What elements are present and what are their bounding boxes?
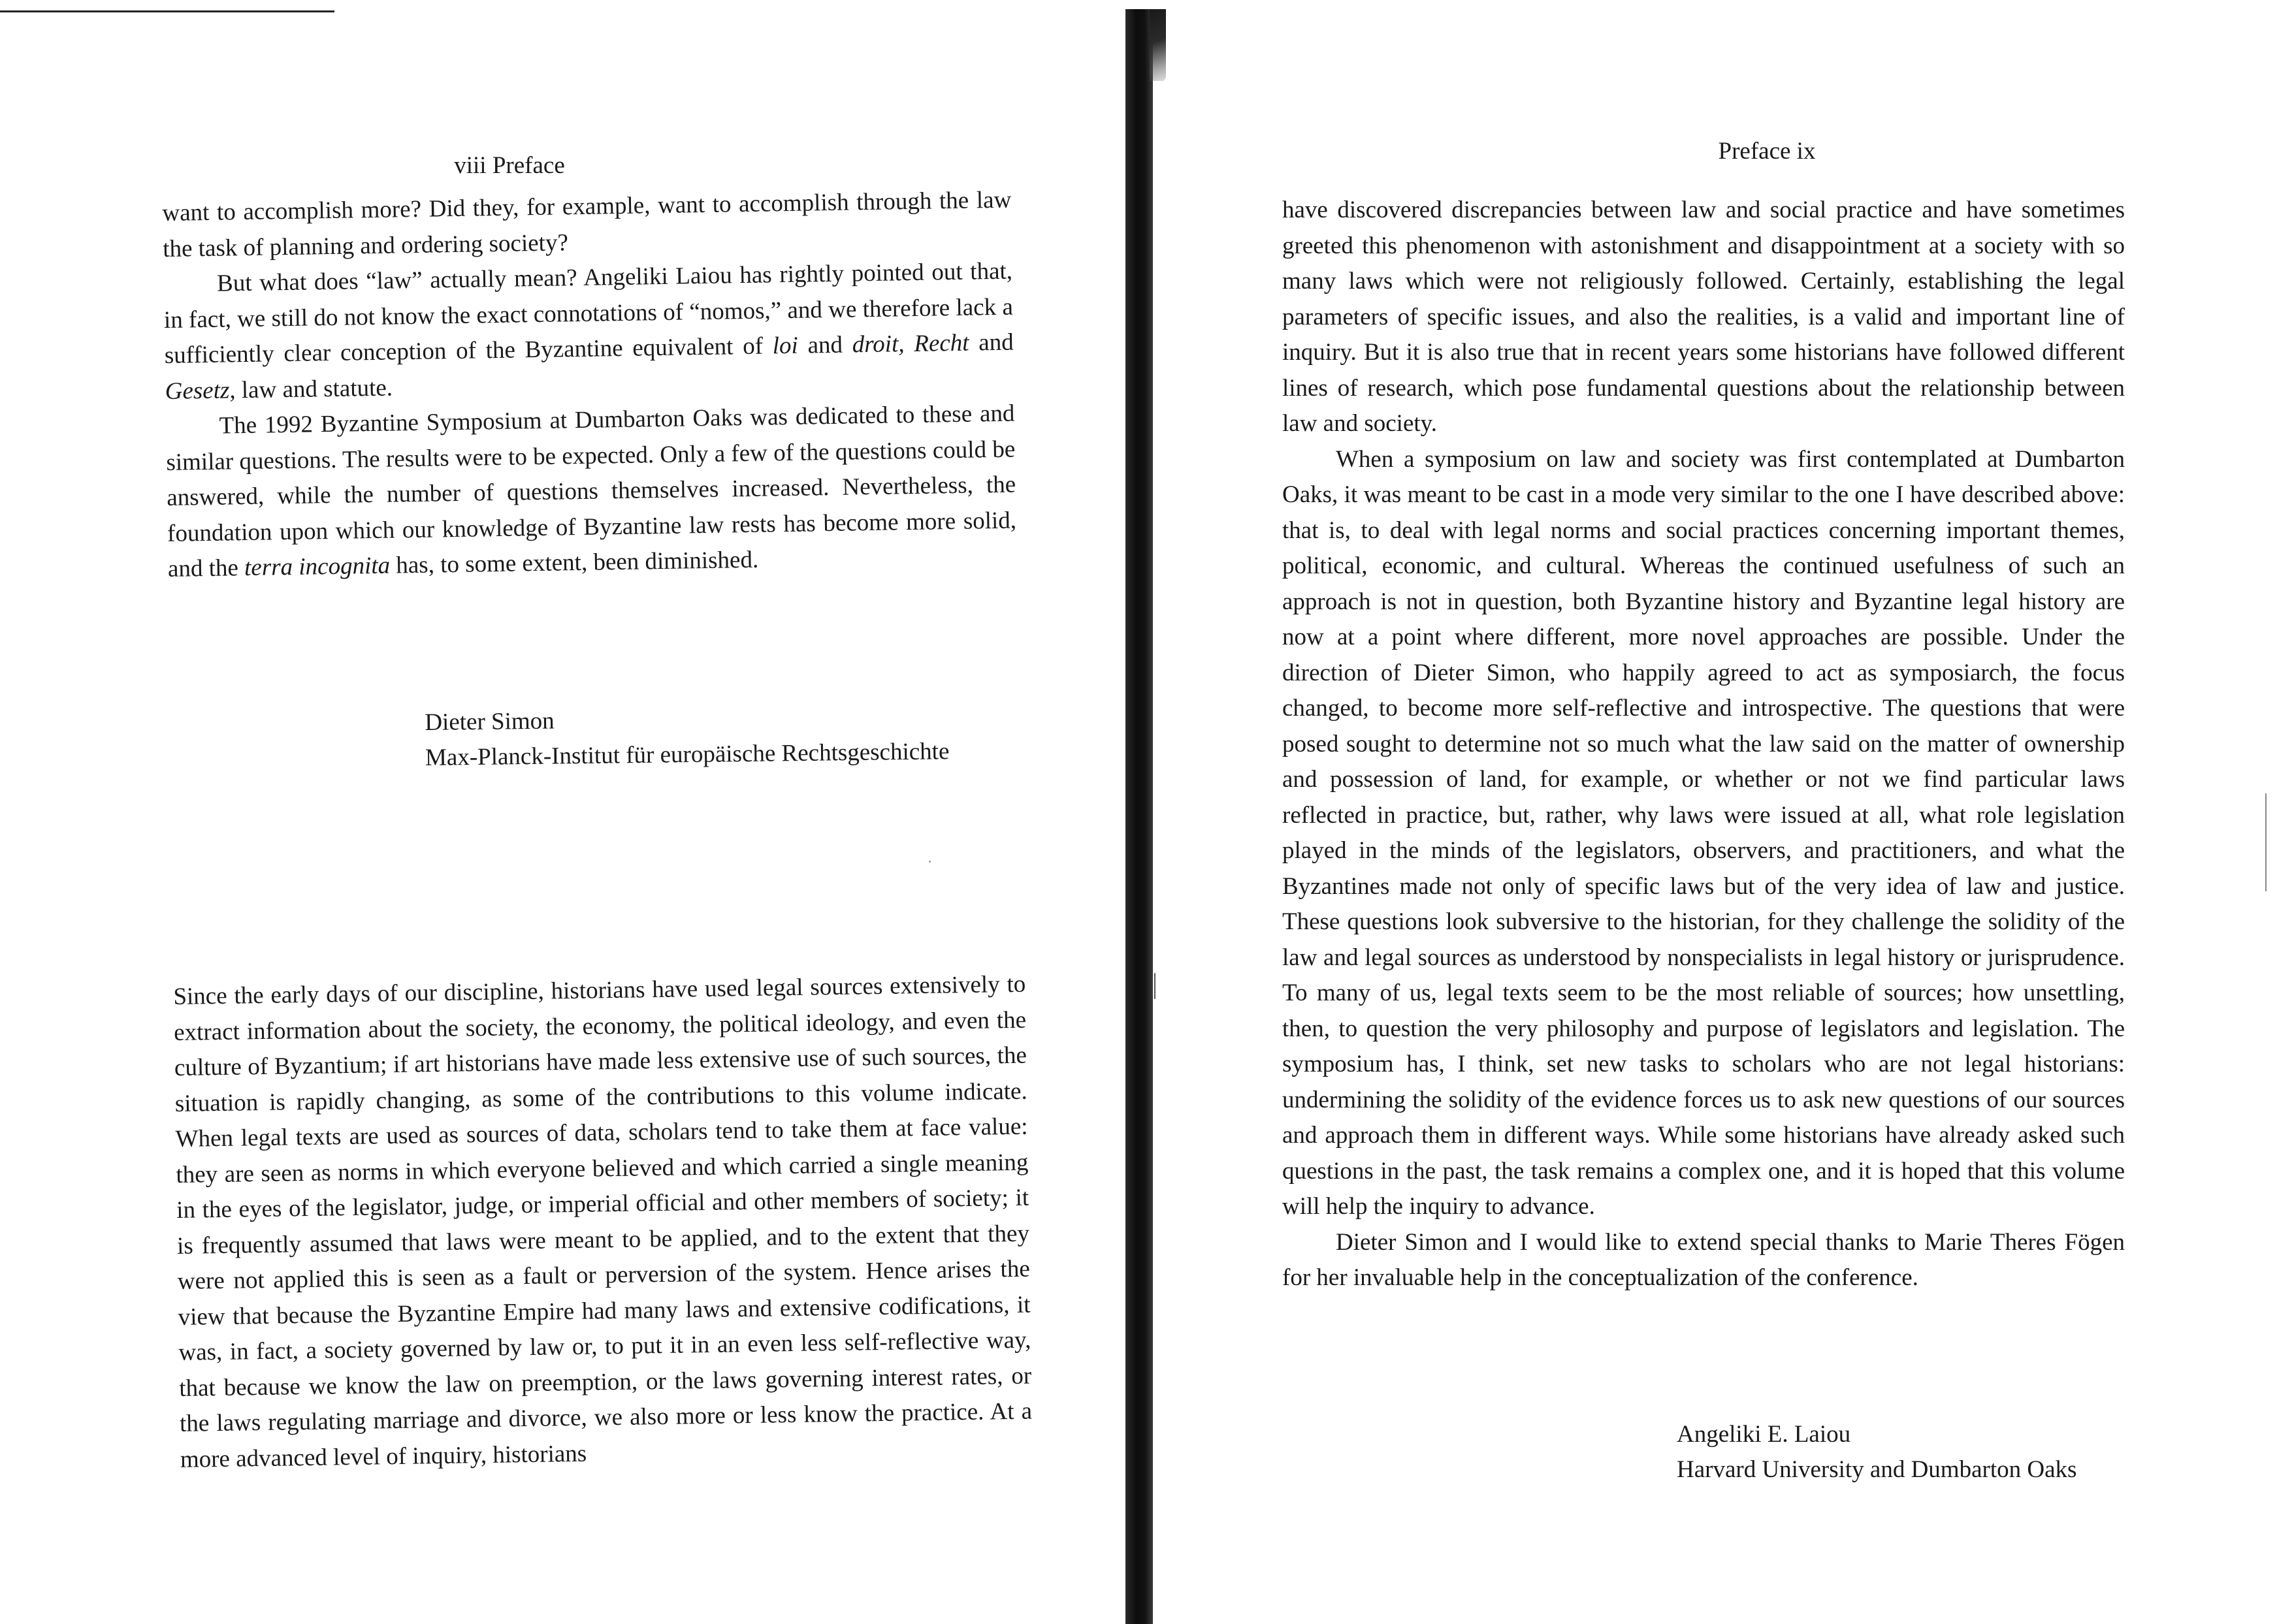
signature-name: Dieter Simon: [425, 707, 555, 736]
page-edge-line: [2265, 793, 2267, 891]
signature-affiliation: Max-Planck-Institut für europäische Rechtsgeschichte: [425, 738, 950, 771]
running-head-right: Preface ix: [1718, 138, 1816, 165]
text-run: and: [969, 328, 1014, 357]
text-run: has, to some extent, been diminished.: [389, 546, 759, 579]
text-run: want to accomplish more? Did they, for example, want to accomplish through the law the task of planning and ordering society?: [162, 186, 1012, 263]
paragraph: [162, 183, 1012, 267]
italic-text: terra incognita: [244, 552, 391, 582]
right-text-block: [1282, 193, 2125, 1296]
text-run: But what does “law” actually mean? Angeliki Laiou has rightly pointed out that, in fact, we still do not know the exact connotations of “nomos,” and we therefore lack a sufficiently clear conception of the Byzantine equivalent of: [163, 257, 1014, 369]
right-signature: [1677, 1417, 2076, 1488]
text-run: Dieter Simon and I would like to extend special thanks to Marie Theres Fögen for her invaluable help in the conceptualization of the conference.: [1282, 1228, 2125, 1291]
left-signature: [425, 699, 950, 776]
paragraph: [165, 396, 1017, 588]
paper-mark: [1154, 973, 1155, 999]
left-text-block-bottom: [173, 967, 1033, 1478]
text-run: have discovered discrepancies between law and social practice and have sometimes greeted this phenomenon with astonishment and disappointment at a society with so many laws which were not religiously followed. Certainly, establishing the legal parameters of specific issues, and also the realities, is a valid and important line of inquiry. But it is also true that in recent years some historians have followed different lines of research, which pose fundamental questions about the relationship between law and society.: [1282, 197, 2125, 437]
running-head-left: viii Preface: [454, 152, 565, 179]
italic-text: Gesetz,: [165, 376, 236, 405]
italic-text: loi: [772, 332, 799, 360]
paragraph: [1282, 1225, 2125, 1296]
left-page: [0, 0, 1123, 1624]
italic-text: droit, Recht: [852, 329, 969, 358]
signature-affiliation: Harvard University and Dumbarton Oaks: [1677, 1456, 2077, 1483]
binding-shadow: [1125, 9, 1153, 1624]
left-text-block-top: [162, 183, 1017, 588]
top-rule: [0, 10, 334, 12]
paper-speck: [929, 861, 931, 863]
paragraph: [173, 967, 1033, 1478]
text-run: The 1992 Byzantine Symposium at Dumbarton Oaks was dedicated to these and similar questions. The results were to be expected. Only a few of the questions could be answered, while the number of questions themselves increased. Nevertheless, the foundation upon which our knowledge of Byzantine law rests has become more solid, and the: [166, 400, 1017, 582]
text-run: Since the early days of our discipline, historians have used legal sources extensively to extract information about the society, the economy, the political ideology, and even the culture of Byzantium; if art historians have made less extensive use of such sources, the situation is rapidly changing, as some of the contributions to this volume indicate. When legal texts are used as sources of data, scholars tend to take them at face value: they are seen as norms in which everyone believed and which carried a single meaning in the eyes of the legislator, judge, or imperial official and other members of society; it is frequently assumed that laws were meant to be applied, and to the extent that they were not applied this is seen as a fault or perversion of the system. Hence arises the view that because the Byzantine Empire had many laws and extensive codifications, it was, in fact, a society governed by law or, to put it in an even less self-reflective way, that because we know the law on preemption, or the laws governing interest rates, or the laws regulating marriage and divorce, we also more or less know the practice. At a more advanced level of inquiry, historians: [173, 970, 1033, 1473]
text-run: law and statute.: [235, 374, 393, 404]
paragraph: [1282, 442, 2125, 1225]
paragraph: [163, 254, 1014, 409]
text-run: When a symposium on law and society was first contemplated at Dumbarton Oaks, it was meant to be cast in a mode very similar to the one I have described above: that is, to deal with legal norms and social practices concerning important themes, political, economic, and cultural. Whereas the continued usefulness of such an approach is not in question, both Byzantine history and Byzantine legal history are now at a point where different, more novel approaches are possible. Under the direction of Dieter Simon, who happily agreed to act as symposiarch, the focus changed, to become more self-reflective and introspective. The questions that were posed sought to determine not so much what the law said on the matter of ownership and possession of land, for example, or whether or not we find particular laws reflected in practice, but, rather, why laws were issued at all, what role legislation played in the minds of the legislators, observers, and practitioners, and what the Byzantines made not only of specific laws but of the very idea of law and justice. These questions look subversive to the historian, for they challenge the solidity of the law and legal sources as understood by nonspecialists in legal history or jurisprudence. To many of us, legal texts seem to be the most reliable of sources; how unsettling, then, to question the very philosophy and purpose of legislators and legislation. The symposium has, I think, set new tasks to scholars who are not legal historians: undermining the solidity of the evidence forces us to ask new questions of our sources and approach them in different ways. While some historians have already asked such questions in the past, the task remains a complex one, and it is hoped that this volume will help the inquiry to advance.: [1282, 445, 2125, 1220]
signature-name: Angeliki E. Laiou: [1677, 1421, 1851, 1448]
paragraph: [1282, 193, 2125, 442]
text-run: and: [798, 331, 853, 359]
right-page: [1166, 0, 2294, 1624]
